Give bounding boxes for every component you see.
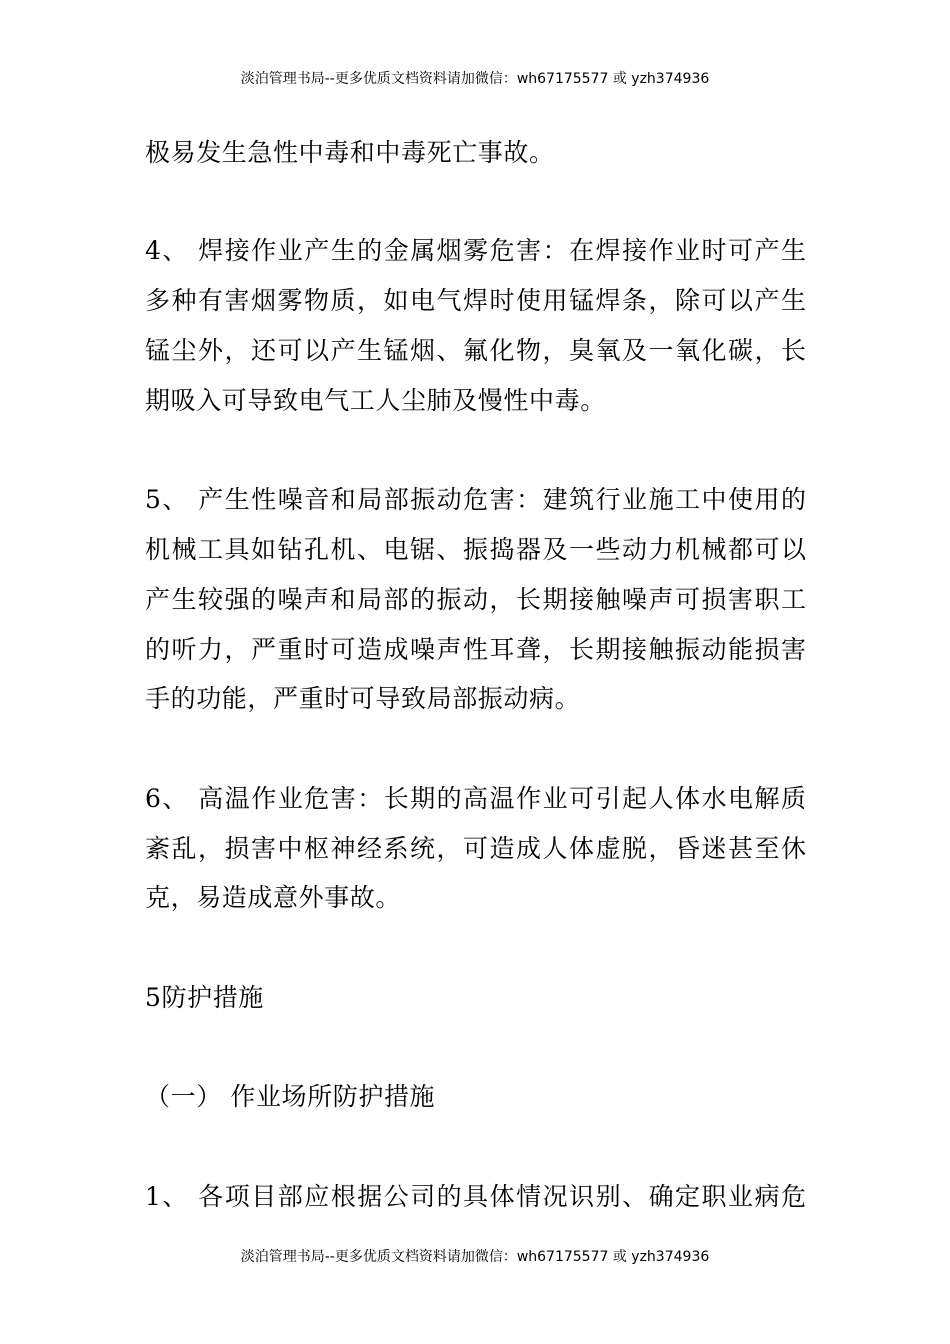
paragraph-line: 的听力，严重时可造成噪声性耳聋，长期接触振动能损害 — [145, 635, 806, 664]
paragraph-line: 极易发生急性中毒和中毒死亡事故。 — [145, 138, 555, 167]
paragraph-line: 5、 产生性噪音和局部振动危害：建筑行业施工中使用的 — [145, 485, 806, 514]
section-heading: 5防护措施 — [145, 983, 264, 1012]
paragraph-line: 锰尘外，还可以产生锰烟、氟化物，臭氧及一氧化碳，长 — [145, 336, 806, 365]
paragraph-line: 期吸入可导致电气工人尘肺及慢性中毒。 — [145, 386, 606, 415]
paragraph-line: 手的功能，严重时可导致局部振动病。 — [145, 684, 581, 713]
paragraph-line: 4、 焊接作业产生的金属烟雾危害：在焊接作业时可产生 — [145, 236, 806, 265]
subsection-heading: （一） 作业场所防护措施 — [145, 1082, 436, 1111]
paragraph-line: 产生较强的噪声和局部的振动，长期接触噪声可损害职工 — [145, 585, 806, 614]
paragraph-line: 机械工具如钻孔机、电锯、振捣器及一些动力机械都可以 — [145, 535, 806, 564]
paragraph-line: 多种有害烟雾物质，如电气焊时使用锰焊条，除可以产生 — [145, 286, 806, 315]
page-header: 淡泊管理书局--更多优质文档资料请加微信：wh67175577 或 yzh374936 — [240, 71, 710, 87]
page-footer: 淡泊管理书局--更多优质文档资料请加微信：wh67175577 或 yzh374936 — [240, 1249, 710, 1265]
paragraph-line: 1、 各项目部应根据公司的具体情况识别、确定职业病危 — [145, 1182, 806, 1211]
paragraph-line: 6、 高温作业危害：长期的高温作业可引起人体水电解质 — [145, 784, 806, 813]
paragraph-line: 克，易造成意外事故。 — [145, 883, 402, 912]
paragraph-line: 紊乱，损害中枢神经系统，可造成人体虚脱，昏迷甚至休 — [145, 834, 806, 863]
